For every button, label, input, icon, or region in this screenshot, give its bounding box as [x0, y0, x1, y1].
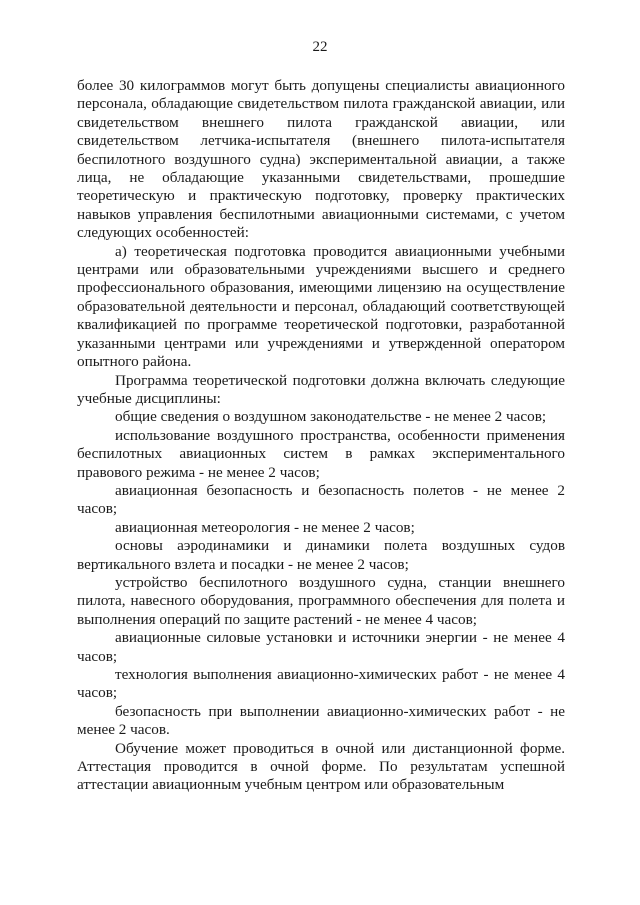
paragraph-program: Программа теоретической подготовки должна включать следующие учебные дисциплины: [77, 371, 565, 407]
discipline-item: общие сведения о воздушном законодательстве - не менее 2 часов; [115, 408, 547, 426]
page-number: 22 [312, 39, 328, 55]
discipline-item: авиационная безопасность и безопасность полетов - не менее 2 часов; [77, 481, 565, 518]
paragraph-intro: более 30 килограммов могут быть допущены специалисты авиационного персонала, обладающие свидетельством пилота гражданской авиации, или свидетельством внешнего пилота гражданской авиации, или свидетельством летчика-испытателя (внешнего пилота-испытателя беспилотного воздушного судна) экспериментальной авиации, а также лица, не обладающие указанными свидетельствами, прошедшие теоретическую и практическую подготовку, проверку практических навыков управления беспилотными авиационными системами, с учетом следующих особенностей: [77, 77, 565, 242]
discipline-item: основы аэродинамики и динамики полета воздушных судов вертикального взлета и посадки - не менее 2 часов; [77, 537, 565, 573]
body-text [77, 77, 565, 795]
discipline-item: авиационная метеорология - не менее 2 часов; [115, 518, 415, 536]
paragraph-item-a: а) теоретическая подготовка проводится авиационными учебными центрами или образовательными учреждениями высшего и среднего профессионального образования, имеющими лицензию на осуществление образовательной деятельности и персонал, обладающий соответствующей квалификацией по программе теоретической подготовки, разработанной указанными центрами или учреждениями и утвержденной оператором опытного района. [77, 242, 565, 371]
paragraph-training-form: Обучение может проводиться в очной или дистанционной форме. Аттестация проводится в очной форме. По результатам успешной аттестации авиационным учебным центром или образовательным [77, 739, 565, 794]
discipline-item: авиационные силовые установки и источники энергии - не менее 4 часов; [77, 629, 565, 665]
discipline-item: устройство беспилотного воздушного судна, станции внешнего пилота, навесного оборудования, программного обеспечения для полета и выполнения операций по защите растений - не менее 4 часов; [77, 573, 565, 628]
discipline-item: безопасность при выполнении авиационно-химических работ - не менее 2 часов. [77, 702, 565, 739]
discipline-item: использование воздушного пространства, особенности применения беспилотных авиационных систем в рамках экспериментального правового режима - не менее 2 часов; [77, 426, 565, 481]
discipline-item: технология выполнения авиационно-химических работ - не менее 4 часов; [77, 666, 565, 702]
